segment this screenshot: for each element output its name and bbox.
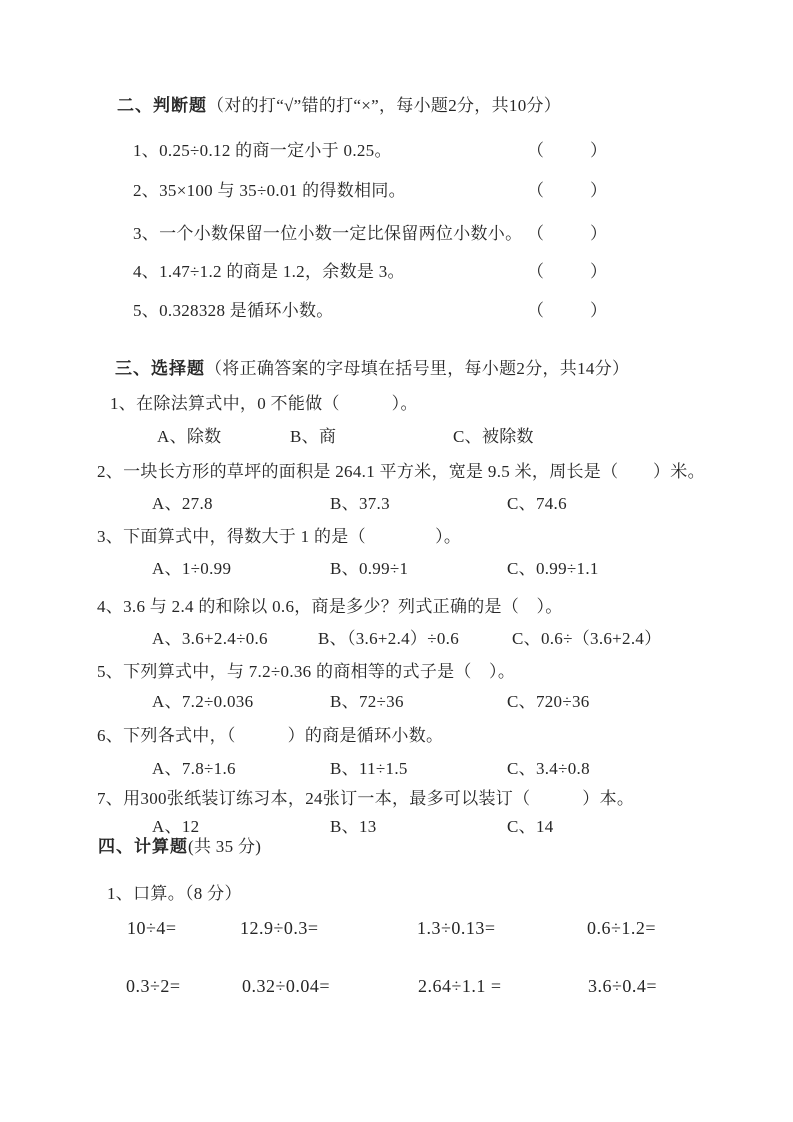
- judge-question-text: 4、1.47÷1.2 的商是 1.2，余数是 3。: [133, 262, 405, 281]
- option-b: B、13: [330, 817, 377, 836]
- section-judge-title: 二、判断题: [117, 96, 207, 115]
- option-a: A、3.6+2.4÷0.6: [152, 629, 268, 648]
- section-calc-heading: [98, 836, 261, 857]
- section-calc-subtitle: (共 35 分): [188, 837, 262, 856]
- option-b: B、0.99÷1: [330, 559, 409, 578]
- option-a: A、12: [152, 817, 200, 836]
- section-judge-subtitle: （对的打“√”错的打“×”，每小题2分，共10分）: [207, 96, 562, 115]
- options-row-7: [0, 816, 793, 838]
- option-b: B、商: [290, 427, 337, 446]
- judge-question-2: [0, 180, 793, 202]
- option-c: C、720÷36: [507, 692, 590, 711]
- section-choice-title: 三、选择题: [115, 359, 205, 378]
- oral-item: 0.6÷1.2=: [587, 918, 657, 938]
- judge-question-text: 1、0.25÷0.12 的商一定小于 0.25。: [133, 141, 392, 160]
- option-a: A、7.8÷1.6: [152, 759, 236, 778]
- judge-question-text: 5、0.328328 是循环小数。: [133, 301, 334, 320]
- answer-bracket-open: （: [527, 181, 544, 200]
- section-judge-heading: [117, 95, 561, 116]
- oral-item: 0.3÷2=: [126, 976, 181, 996]
- option-c: C、被除数: [453, 427, 534, 446]
- judge-question-1: [0, 140, 793, 162]
- options-row-1: [0, 426, 793, 448]
- option-c: C、0.6÷（3.6+2.4）: [512, 629, 662, 648]
- option-b: B、37.3: [330, 494, 390, 513]
- options-row-2: [0, 493, 793, 515]
- judge-question-text: 2、35×100 与 35÷0.01 的得数相同。: [133, 181, 406, 200]
- oral-item: 1.3÷0.13=: [417, 918, 496, 938]
- option-c: C、0.99÷1.1: [507, 559, 599, 578]
- judge-question-4: [0, 261, 793, 283]
- choice-question-4: 4、3.6 与 2.4 的和除以 0.6，商是多少？列式正确的是（ ）。: [97, 597, 563, 616]
- options-row-6: [0, 758, 793, 780]
- oral-calc-label: 1、口算。（8 分）: [107, 884, 242, 903]
- choice-question-7: 7、用300张纸装订练习本，24张订一本，最多可以装订（ ）本。: [97, 789, 635, 808]
- answer-bracket-close: ）: [590, 224, 607, 243]
- option-c: C、74.6: [507, 494, 567, 513]
- option-a: A、除数: [157, 427, 222, 446]
- choice-question-6: 6、下列各式中，（ ）的商是循环小数。: [97, 726, 444, 745]
- option-b: B、11÷1.5: [330, 759, 408, 778]
- option-b: B、（3.6+2.4）÷0.6: [318, 629, 460, 648]
- oral-item: 2.64÷1.1 =: [418, 976, 502, 996]
- choice-question-2: 2、一块长方形的草坪的面积是 264.1 平方米，宽是 9.5 米，周长是（ ）米。: [97, 462, 705, 481]
- section-choice-heading: [115, 358, 629, 379]
- answer-bracket-open: （: [527, 224, 544, 243]
- answer-bracket-open: （: [527, 262, 544, 281]
- answer-bracket-open: （: [527, 141, 544, 160]
- options-row-3: [0, 558, 793, 580]
- option-a: A、27.8: [152, 494, 213, 513]
- answer-bracket-close: ）: [590, 301, 607, 320]
- oral-item: 12.9÷0.3=: [240, 918, 319, 938]
- answer-bracket-open: （: [527, 301, 544, 320]
- choice-question-5: 5、下列算式中，与 7.2÷0.36 的商相等的式子是（ ）。: [97, 662, 516, 681]
- judge-question-3: [0, 223, 793, 245]
- option-b: B、72÷36: [330, 692, 404, 711]
- choice-question-1: 1、在除法算式中，0 不能做（ ）。: [110, 394, 418, 413]
- oral-item: 10÷4=: [127, 918, 177, 938]
- option-c: C、14: [507, 817, 554, 836]
- oral-item: 3.6÷0.4=: [588, 976, 658, 996]
- option-a: A、1÷0.99: [152, 559, 232, 578]
- options-row-5: [0, 691, 793, 713]
- option-c: C、3.4÷0.8: [507, 759, 590, 778]
- judge-question-5: [0, 300, 793, 322]
- oral-calc-row-2: [0, 976, 793, 998]
- judge-question-text: 3、一个小数保留一位小数一定比保留两位小数小。: [133, 224, 523, 243]
- option-a: A、7.2÷0.036: [152, 692, 254, 711]
- answer-bracket-close: ）: [590, 262, 607, 281]
- oral-item: 0.32÷0.04=: [242, 976, 331, 996]
- options-row-4: [0, 628, 793, 650]
- choice-question-3: 3、下面算式中，得数大于 1 的是（ ）。: [97, 527, 462, 546]
- answer-bracket-close: ）: [590, 181, 607, 200]
- answer-bracket-close: ）: [590, 141, 607, 160]
- section-calc-title: 四、计算题: [98, 837, 188, 856]
- section-choice-subtitle: （将正确答案的字母填在括号里，每小题2分，共14分）: [205, 359, 630, 378]
- oral-calc-row-1: [0, 918, 793, 940]
